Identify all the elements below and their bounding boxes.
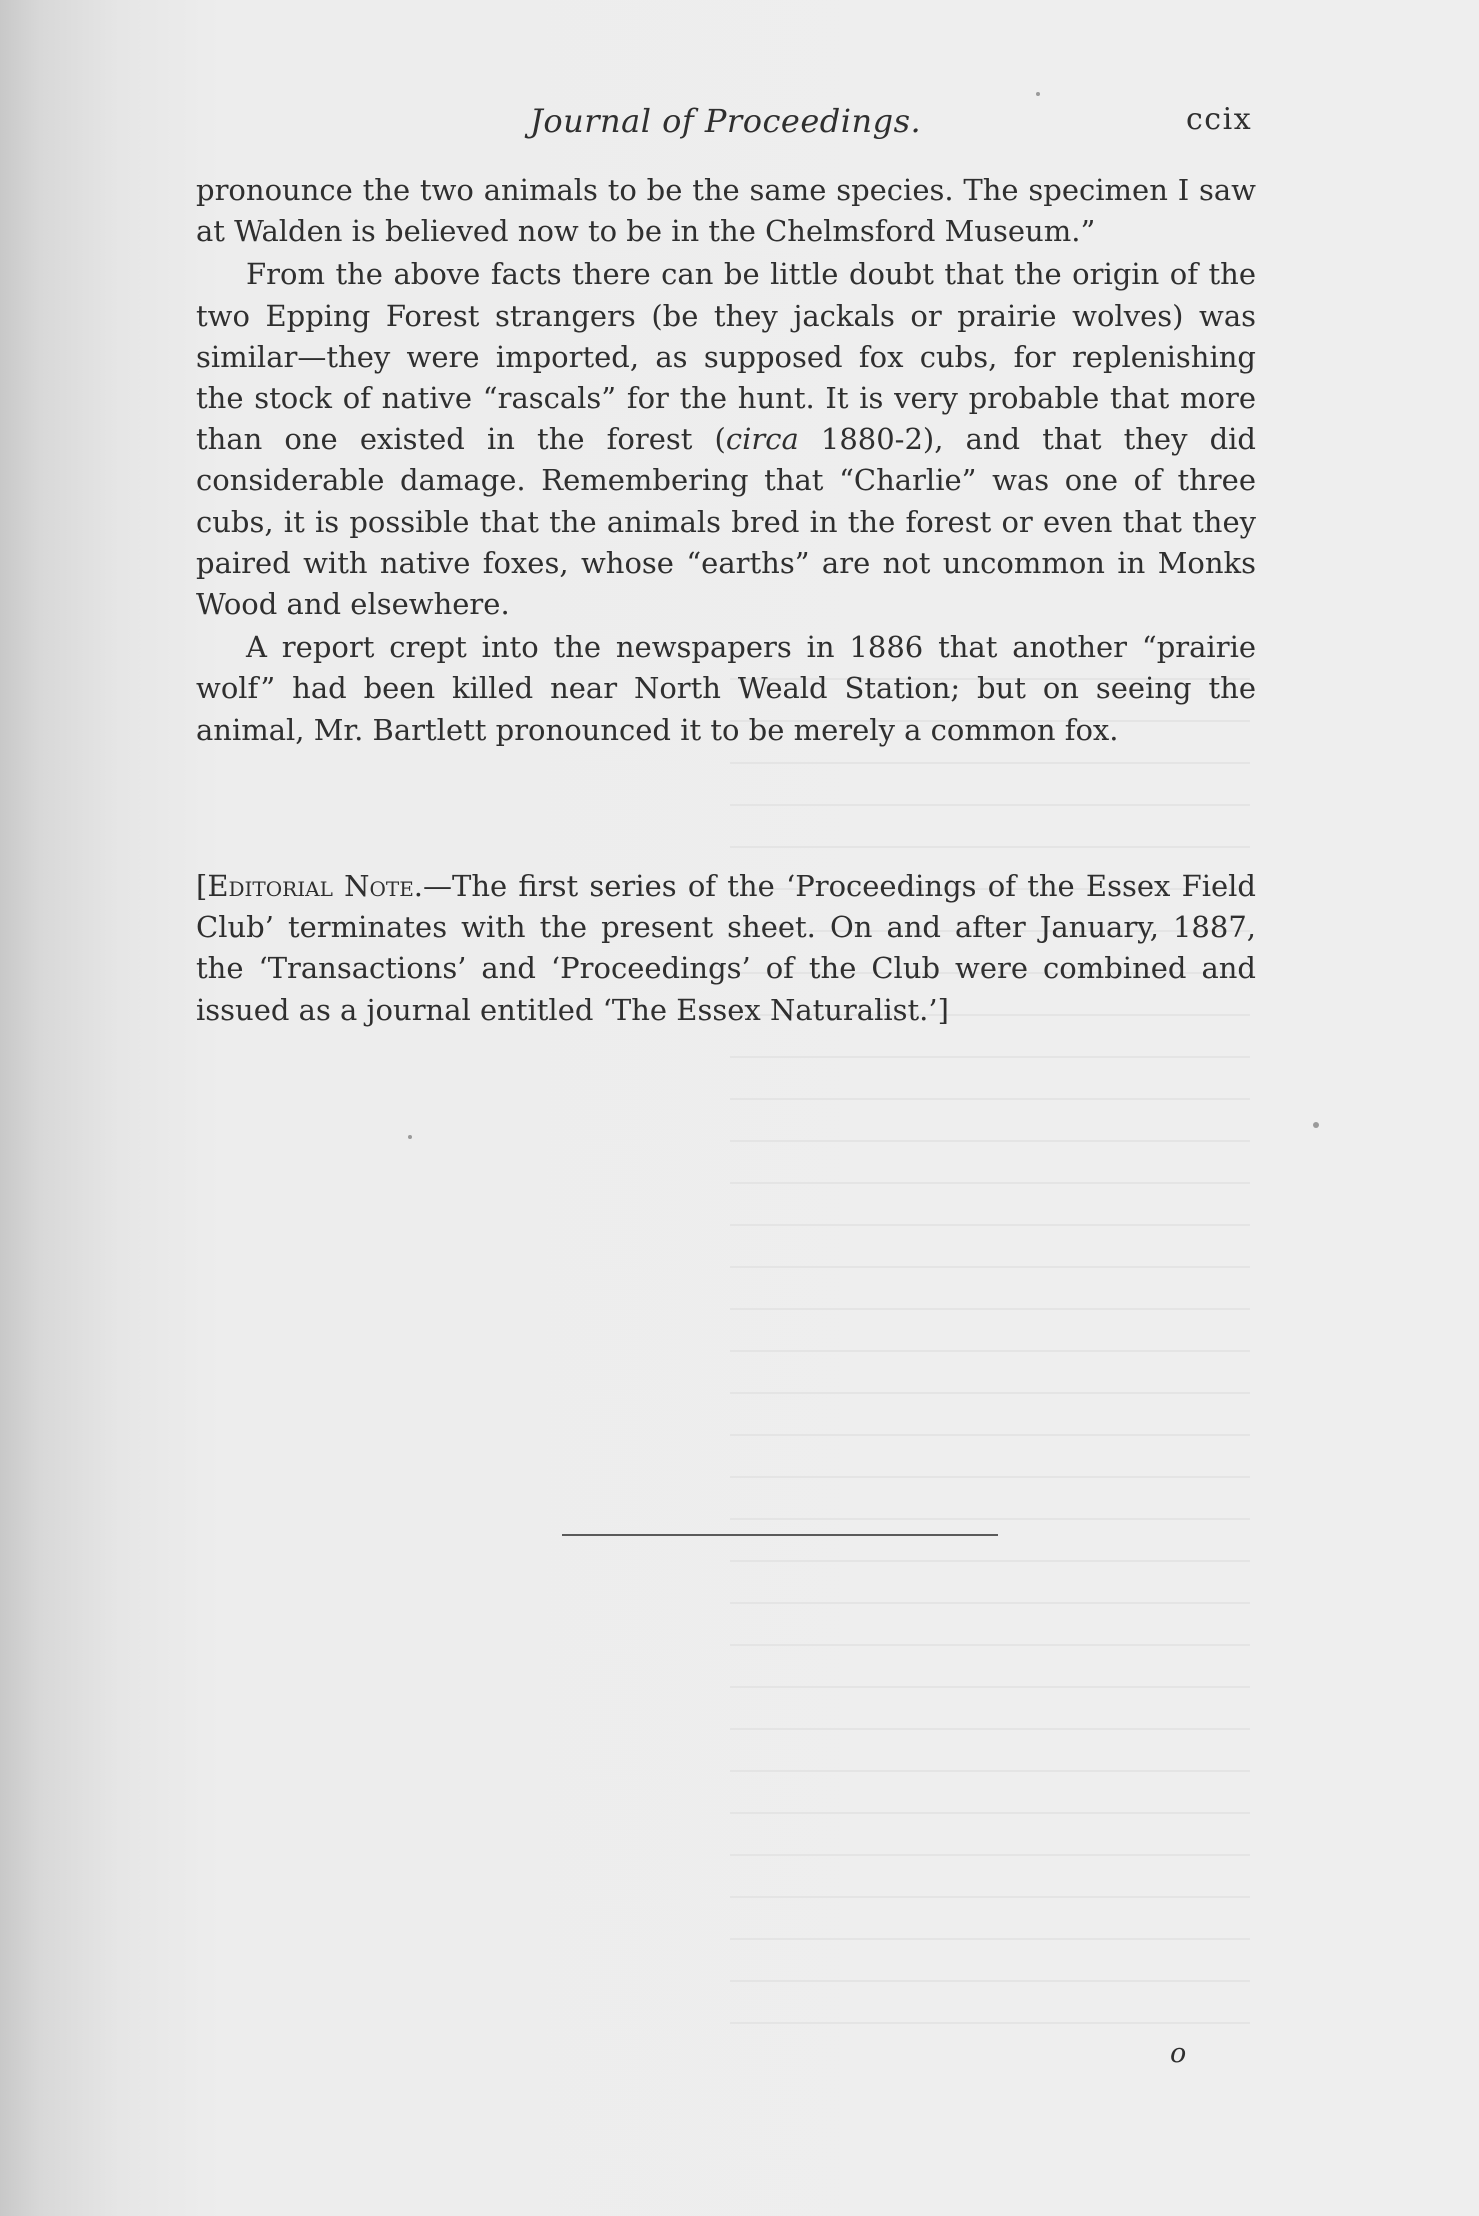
- editorial-label: Editorial Note.: [207, 869, 424, 903]
- paragraph-2: [196, 254, 1256, 625]
- speck-mark: [1313, 1122, 1319, 1128]
- paragraph-2-text-a: From the above facts there can be little doubt that the origin of the two Epping Forest strangers (be they jackals or prairie wolves) was similar—they were imported, as supposed fox cubs, for replenishing the stock of native “rascals” for the hunt. It is very probable that more than one existed in the forest (: [196, 257, 1256, 457]
- running-head: [0, 102, 1479, 142]
- editorial-text: —The first series of the ‘Proceedings of the Essex Field Club’ terminates with the present sheet. On and after January, 1887, the ‘Transactions’ and ‘Proceedings’ of the Club were combined and issued as a journal entitled ‘The Essex Naturalist.’]: [196, 869, 1256, 1027]
- signature-mark: o: [1170, 2038, 1187, 2069]
- section-rule: [562, 1534, 998, 1536]
- editorial-note: [196, 866, 1256, 1031]
- paragraph-2-italic: circa: [725, 422, 799, 457]
- paragraph-2-text-b: 1880-2), and that they did considerable damage. Remembering that “Charlie” was one of three cubs, it is possible that the animals bred in the forest or even that they paired with native foxes, whose “earths” are not uncommon in Monks Wood and elsewhere.: [196, 422, 1256, 622]
- running-title: Journal of Proceedings.: [530, 102, 922, 140]
- paragraph-3: A report crept into the newspapers in 1886 that another “prairie wolf” had been killed near North Weald Station; but on seeing the animal, Mr. Bartlett pronounced it to be merely a common fox.: [196, 630, 1256, 747]
- editorial-paragraph: [196, 866, 1256, 1031]
- editorial-open-bracket: [: [196, 869, 208, 903]
- page-number: ccix: [1186, 102, 1253, 137]
- paragraph-1: pronounce the two animals to be the same species. The specimen I saw at Walden is believed now to be in the Chelmsford Museum.”: [196, 173, 1256, 249]
- speck-mark: [1036, 92, 1040, 96]
- speck-mark: [408, 1135, 412, 1139]
- main-text-block: [196, 170, 1256, 751]
